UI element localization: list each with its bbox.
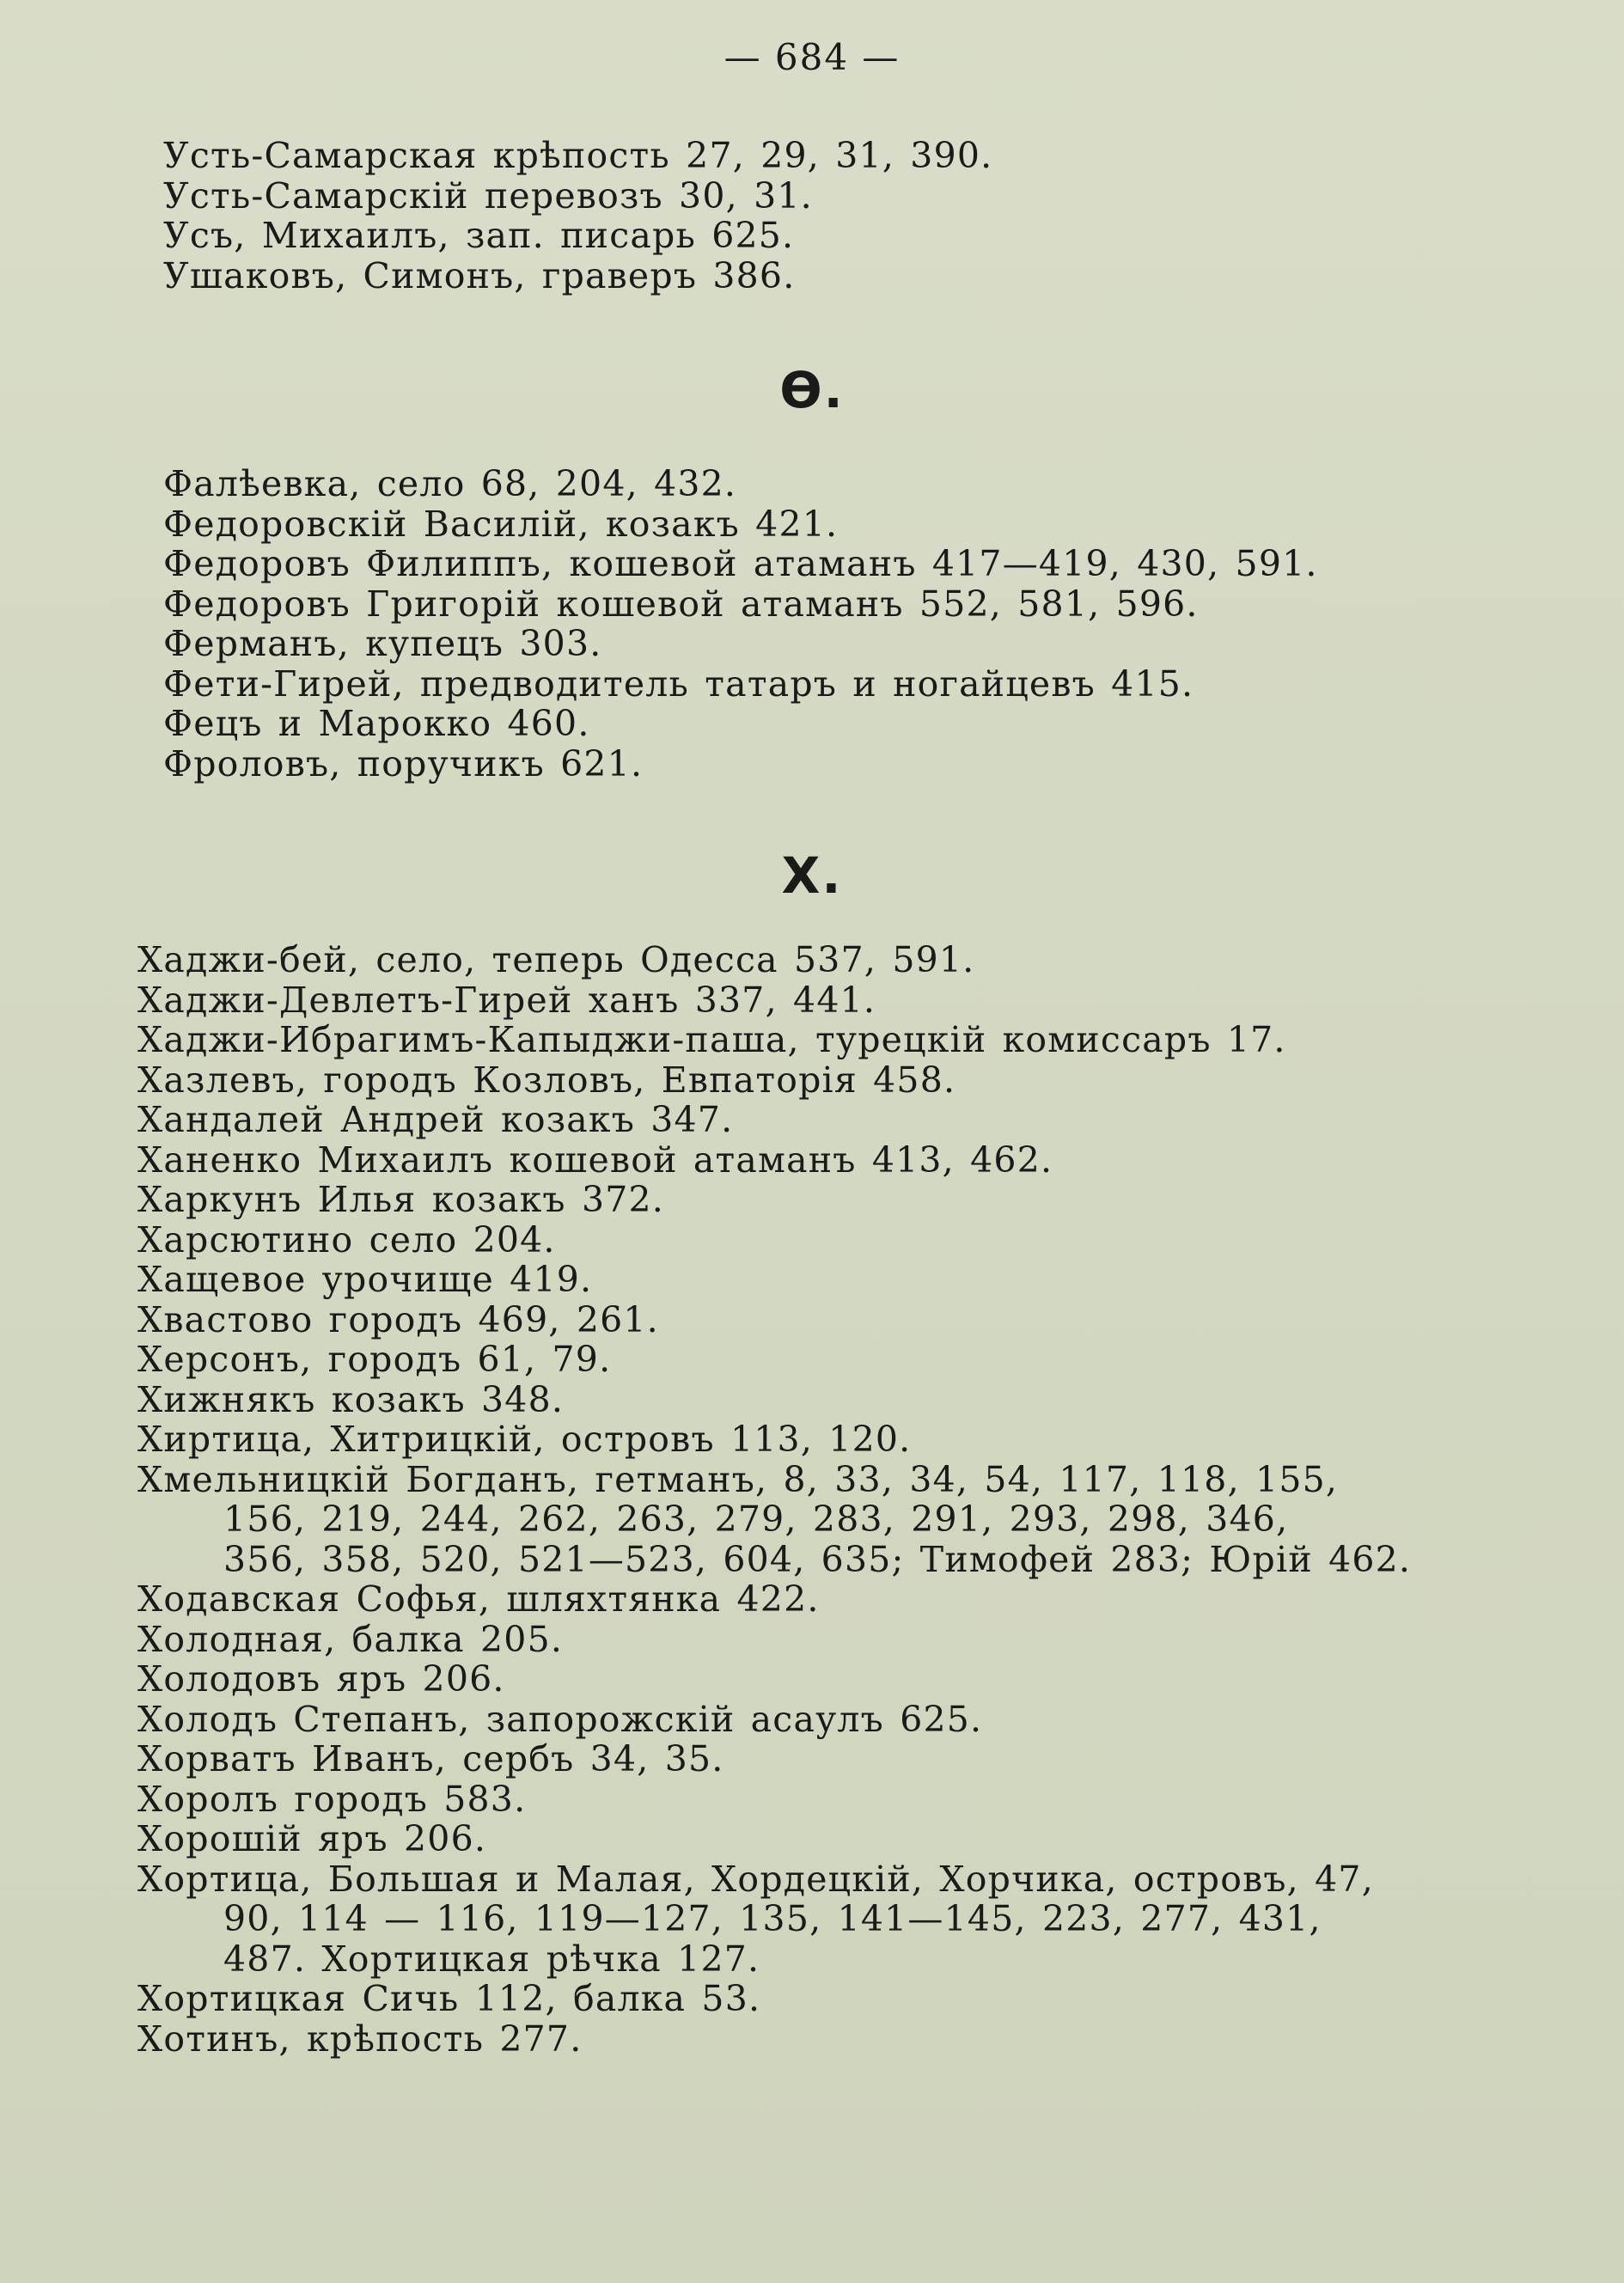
index-entry: Хазлевъ, городъ Козловъ, Евпаторія 458. [137, 1059, 956, 1101]
index-entry: Фецъ и Марокко 460. [163, 703, 590, 744]
index-entry: Холодная, балка 205. [137, 1618, 564, 1660]
index-entry: Херсонъ, городъ 61, 79. [137, 1339, 612, 1380]
index-entry: Хортица, Большая и Малая, Хордецкій, Хорчика, островъ, 47, [137, 1858, 1374, 1900]
index-entry: Федоровъ Филиппъ, кошевой атаманъ 417—419, 430, 591. [163, 543, 1318, 584]
index-entry: Холодъ Степанъ, запорожскій асаулъ 625. [137, 1698, 983, 1740]
index-entry: Федоровскій Василій, козакъ 421. [163, 503, 839, 545]
index-entry: Хортицкая Сичь 112, балка 53. [137, 1978, 761, 2019]
index-entry: Хоролъ городъ 583. [137, 1778, 527, 1820]
index-entry: Харсютино село 204. [137, 1218, 556, 1261]
index-entry: Фети-Гирей, предводитель татаръ и ногайцевъ 415. [163, 662, 1194, 705]
index-entry: Хащевое урочище 419. [137, 1259, 593, 1300]
index-entry-continuation: 487. Хортицкая рѣчка 127. [223, 1938, 760, 1980]
index-entry: Хорватъ Иванъ, сербъ 34, 35. [137, 1738, 724, 1779]
index-entry: Хорошій яръ 206. [137, 1818, 487, 1859]
index-entry: Харкунъ Илья козакъ 372. [137, 1179, 665, 1220]
index-entry: Усть-Самарская крѣпость 27, 29, 31, 390. [163, 135, 993, 176]
index-entry: Усть-Самарскій перевозъ 30, 31. [163, 174, 813, 217]
section-f [163, 464, 1624, 784]
index-entry: Усъ, Михаилъ, зап. писарь 625. [163, 215, 795, 256]
page-number: — 684 — [723, 36, 901, 78]
index-entry-continuation: 156, 219, 244, 262, 263, 279, 283, 291, 293, 298, 346, [223, 1499, 1289, 1540]
index-entry-continuation: 90, 114 — 116, 119—127, 135, 141—145, 223, 277, 431, [223, 1898, 1322, 1939]
index-entry: Фалѣевка, село 68, 204, 432. [163, 463, 737, 504]
section-h [137, 940, 1624, 2059]
index-entry: Федоровъ Григорій кошевой атаманъ 552, 581, 596. [163, 583, 1199, 625]
index-entry-continuation: 356, 358, 520, 521—523, 604, 635; Тимофей 283; Юрій 462. [223, 1538, 1412, 1580]
index-entry: Ферманъ, купецъ 303. [163, 623, 602, 664]
index-entry: Хотинъ, крѣпость 277. [137, 2017, 583, 2060]
index-entry: Хаджи-Ибрагимъ-Капыджи-паша, турецкій комиссаръ 17. [137, 1019, 1286, 1060]
index-entry: Ходавская Софья, шляхтянка 422. [137, 1578, 820, 1620]
index-entry: Хвастово городъ 469, 261. [137, 1298, 659, 1340]
index-entry: Хандалей Андрей козакъ 347. [137, 1099, 734, 1140]
index-entry: Ханенко Михаилъ кошевой атаманъ 413, 462. [137, 1138, 1053, 1181]
letter-heading-f: Ѳ. [779, 361, 845, 419]
index-entry: Холодовъ яръ 206. [137, 1658, 505, 1700]
index-entry: Хаджи-Девлетъ-Гирей ханъ 337, 441. [137, 979, 876, 1021]
index-entry: Хаджи-бей, село, теперь Одесса 537, 591. [137, 939, 975, 980]
index-entry: Хмельницкій Богданъ, гетманъ, 8, 33, 34, 54, 117, 118, 155, [137, 1458, 1339, 1500]
index-entry: Хиртица, Хитрицкій, островъ 113, 120. [137, 1419, 912, 1460]
index-entry: Ушаковъ, Симонъ, граверъ 386. [163, 254, 796, 296]
letter-heading-h: Х. [781, 846, 843, 905]
section-u [163, 136, 1624, 296]
index-entry: Фроловъ, поручикъ 621. [163, 742, 644, 784]
index-entry: Хижнякъ козакъ 348. [137, 1378, 565, 1420]
